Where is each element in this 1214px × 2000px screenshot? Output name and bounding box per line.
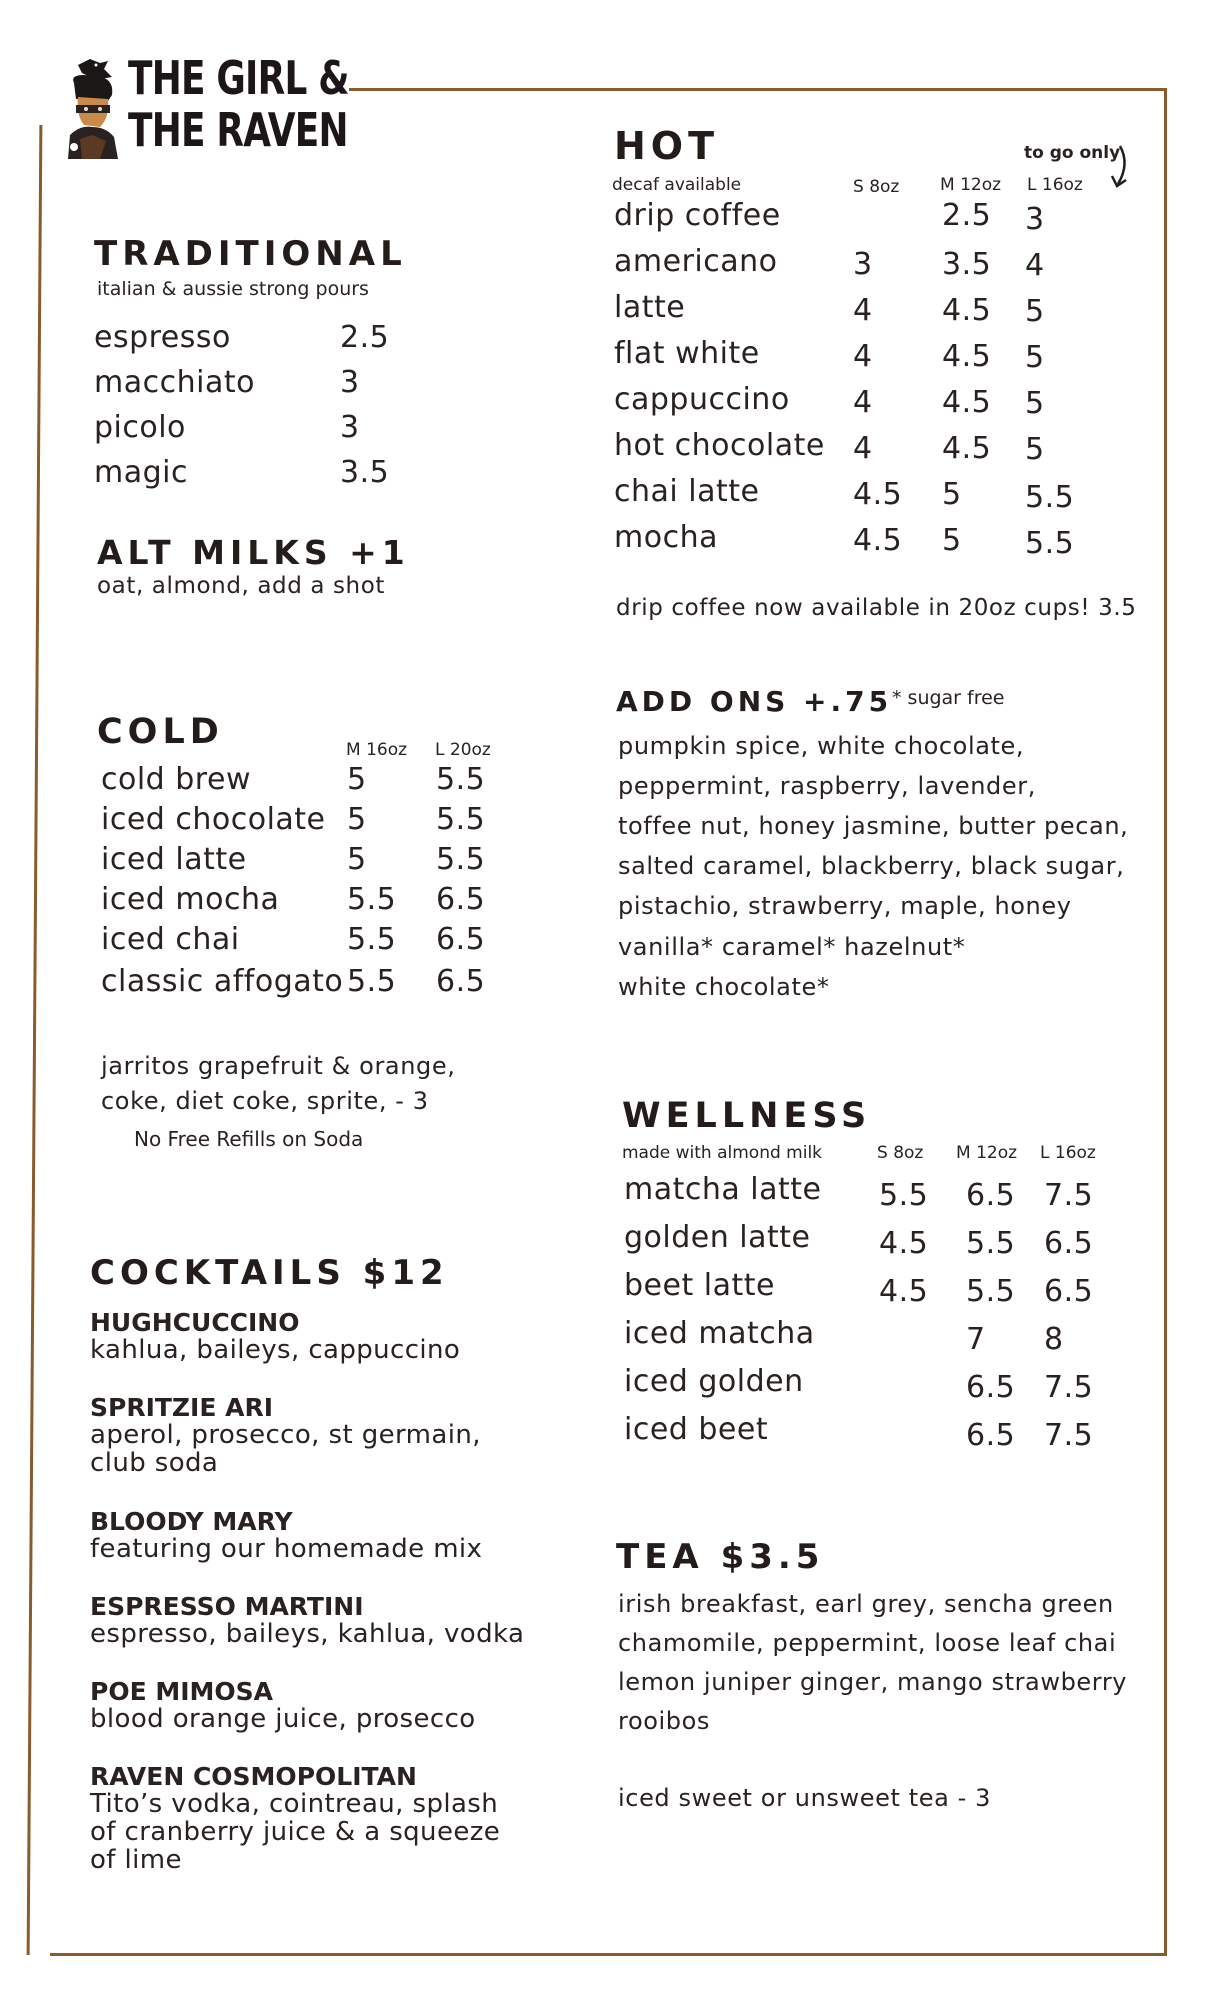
brand-line-1: THE GIRL & <box>128 51 349 105</box>
raven-girl-logo <box>60 55 122 160</box>
add-ons-line: toffee nut, honey jasmine, butter pecan, <box>618 812 1129 840</box>
cocktails-heading: COCKTAILS $12 <box>90 1253 449 1293</box>
item-name: iced golden <box>624 1364 804 1399</box>
price-l: 5.5 <box>1025 480 1075 515</box>
no-refills-note: No Free Refills on Soda <box>134 1127 364 1151</box>
price-s: 4.5 <box>853 477 903 512</box>
add-ons-line: white chocolate* <box>618 973 830 1001</box>
add-ons-line: vanilla* caramel* hazelnut* <box>618 933 966 961</box>
price-m: 4.5 <box>942 293 992 328</box>
price-m: 5.5 <box>966 1226 1016 1261</box>
frame-bottom-line <box>50 1953 1167 1956</box>
item-name: beet latte <box>624 1268 775 1303</box>
item-name: hot chocolate <box>614 428 825 463</box>
price-m: 5 <box>347 842 367 877</box>
price-m: 2.5 <box>942 198 992 233</box>
cocktail-name: BLOODY MARY <box>90 1507 293 1536</box>
add-ons-line: peppermint, raspberry, lavender, <box>618 772 1036 800</box>
sugar-free-note: * sugar free <box>892 687 1005 709</box>
price-s: 4 <box>853 293 873 328</box>
item-name: magic <box>94 455 188 490</box>
frame-right-line <box>1164 88 1167 1956</box>
price-l: 5.5 <box>436 762 486 797</box>
price-l: 7.5 <box>1044 1178 1094 1213</box>
traditional-heading: TRADITIONAL <box>94 234 407 274</box>
hot-size-m: M 12oz <box>940 175 1002 195</box>
cocktail-name: ESPRESSO MARTINI <box>90 1592 364 1621</box>
curved-arrow-icon <box>1108 144 1132 194</box>
price-m: 5.5 <box>347 882 397 917</box>
price-l: 5 <box>1025 340 1045 375</box>
price-l: 6.5 <box>1044 1226 1094 1261</box>
price-l: 6.5 <box>1044 1274 1094 1309</box>
cocktail-desc: espresso, baileys, kahlua, vodka <box>90 1619 525 1649</box>
price-m: 6.5 <box>966 1178 1016 1213</box>
wellness-size-s: S 8oz <box>877 1143 924 1163</box>
price-s: 4 <box>853 339 873 374</box>
soda-line-2: coke, diet coke, sprite, - 3 <box>101 1087 429 1115</box>
soda-line-1: jarritos grapefruit & orange, <box>101 1052 456 1080</box>
price-s: 5.5 <box>879 1178 929 1213</box>
item-name: iced beet <box>624 1412 769 1447</box>
price-s: 4.5 <box>879 1274 929 1309</box>
cocktail-name: RAVEN COSMOPOLITAN <box>90 1762 417 1791</box>
brand-line-2: THE RAVEN <box>128 103 348 157</box>
cocktail-name: SPRITZIE ARI <box>90 1393 274 1422</box>
item-name: iced latte <box>101 842 247 877</box>
add-ons-heading: ADD ONS +.75 <box>616 685 893 718</box>
almond-milk-note: made with almond milk <box>622 1143 823 1163</box>
item-price: 2.5 <box>340 320 390 355</box>
decaf-note: decaf available <box>612 175 742 195</box>
cocktail-desc: kahlua, baileys, cappuccino <box>90 1335 461 1365</box>
wellness-size-m: M 12oz <box>956 1143 1018 1163</box>
frame-left-line <box>27 125 43 1955</box>
alt-milks-subtitle: oat, almond, add a shot <box>97 573 386 599</box>
price-m: 5.5 <box>347 922 397 957</box>
item-name: cappuccino <box>614 382 790 417</box>
price-m: 5 <box>347 762 367 797</box>
tea-line: chamomile, peppermint, loose leaf chai <box>618 1629 1117 1657</box>
price-m: 4.5 <box>942 385 992 420</box>
item-name: matcha latte <box>624 1172 822 1207</box>
price-l: 5 <box>1025 386 1045 421</box>
item-name: iced matcha <box>624 1316 815 1351</box>
item-name: espresso <box>94 320 231 355</box>
price-s: 4 <box>853 431 873 466</box>
price-l: 5.5 <box>436 842 486 877</box>
item-name: latte <box>614 290 686 325</box>
add-ons-line: pistachio, strawberry, maple, honey <box>618 892 1072 920</box>
brand-name <box>128 52 349 156</box>
item-name: macchiato <box>94 365 255 400</box>
price-m: 4.5 <box>942 339 992 374</box>
price-l: 5.5 <box>1025 526 1075 561</box>
tea-line: lemon juniper ginger, mango strawberry <box>618 1668 1128 1696</box>
item-price: 3 <box>340 410 360 445</box>
price-l: 7.5 <box>1044 1418 1094 1453</box>
price-l: 8 <box>1044 1322 1064 1357</box>
item-name: iced mocha <box>101 882 280 917</box>
price-l: 6.5 <box>436 964 486 999</box>
price-l: 5 <box>1025 294 1045 329</box>
alt-milks-heading: ALT MILKS +1 <box>97 533 410 572</box>
price-l: 6.5 <box>436 882 486 917</box>
cocktail-name: POE MIMOSA <box>90 1677 274 1706</box>
drip-coffee-note: drip coffee now available in 20oz cups! 3.5 <box>616 595 1137 621</box>
wellness-size-l: L 16oz <box>1040 1143 1096 1163</box>
price-m: 5 <box>942 523 962 558</box>
cold-heading: COLD <box>97 712 224 752</box>
frame-top-line <box>349 88 1167 91</box>
cocktail-desc: Tito’s vodka, cointreau, splash of cranberry juice & a squeeze of lime <box>90 1789 501 1875</box>
cocktail-desc: aperol, prosecco, st germain, club soda <box>90 1420 481 1478</box>
tea-line: rooibos <box>618 1707 710 1735</box>
price-m: 5 <box>942 477 962 512</box>
item-price: 3.5 <box>340 455 390 490</box>
price-s: 4.5 <box>879 1226 929 1261</box>
tea-heading: TEA $3.5 <box>616 1537 825 1577</box>
price-s: 4 <box>853 385 873 420</box>
price-l: 4 <box>1025 248 1045 283</box>
cocktail-name: HUGHCUCCINO <box>90 1308 300 1337</box>
price-m: 7 <box>966 1322 986 1357</box>
item-name: drip coffee <box>614 198 781 233</box>
hot-size-l: L 16oz <box>1027 175 1083 195</box>
cocktail-desc: blood orange juice, prosecco <box>90 1704 476 1734</box>
tea-line: irish breakfast, earl grey, sencha green <box>618 1590 1114 1618</box>
item-name: picolo <box>94 410 186 445</box>
cold-size-l: L 20oz <box>435 740 491 760</box>
item-name: chai latte <box>614 474 760 509</box>
cocktail-desc: featuring our homemade mix <box>90 1534 483 1564</box>
traditional-subtitle: italian & aussie strong pours <box>97 278 369 300</box>
price-s: 3 <box>853 247 873 282</box>
item-name: cold brew <box>101 762 251 797</box>
iced-tea-note: iced sweet or unsweet tea - 3 <box>618 1784 991 1812</box>
price-m: 5.5 <box>966 1274 1016 1309</box>
add-ons-line: pumpkin spice, white chocolate, <box>618 732 1025 760</box>
item-name: classic affogato <box>101 964 344 999</box>
price-l: 7.5 <box>1044 1370 1094 1405</box>
price-m: 5.5 <box>347 964 397 999</box>
cold-size-m: M 16oz <box>346 740 408 760</box>
price-l: 6.5 <box>436 922 486 957</box>
add-ons-line: salted caramel, blackberry, black sugar, <box>618 852 1125 880</box>
price-m: 5 <box>347 802 367 837</box>
item-name: iced chai <box>101 922 240 957</box>
price-m: 4.5 <box>942 431 992 466</box>
wellness-heading: WELLNESS <box>622 1096 872 1136</box>
price-l: 5.5 <box>436 802 486 837</box>
item-name: mocha <box>614 520 718 555</box>
hot-size-s: S 8oz <box>853 177 900 197</box>
price-m: 6.5 <box>966 1370 1016 1405</box>
price-l: 5 <box>1025 432 1045 467</box>
item-name: americano <box>614 244 778 279</box>
to-go-note: to go only <box>1024 143 1121 163</box>
price-m: 6.5 <box>966 1418 1016 1453</box>
hot-heading: HOT <box>614 124 720 168</box>
price-s: 4.5 <box>853 523 903 558</box>
item-price: 3 <box>340 365 360 400</box>
price-m: 3.5 <box>942 247 992 282</box>
item-name: flat white <box>614 336 760 371</box>
item-name: iced chocolate <box>101 802 326 837</box>
price-l: 3 <box>1025 202 1045 237</box>
item-name: golden latte <box>624 1220 811 1255</box>
